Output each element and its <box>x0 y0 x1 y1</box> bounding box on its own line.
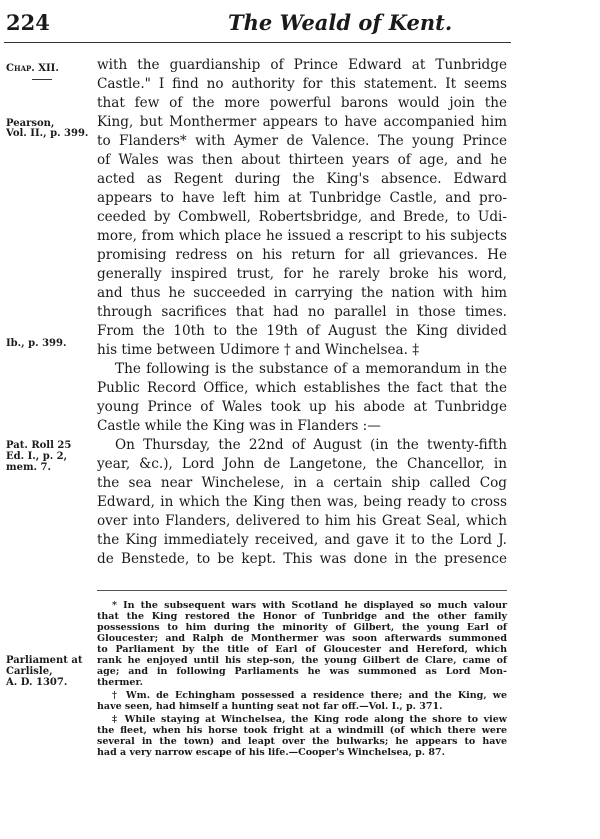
body-line: that few of the more powerful barons would join the <box>97 95 507 111</box>
footnote-line: to Parliament by the title of Earl of Gloucester and Hereford, which <box>97 644 507 655</box>
footnote-line: possessions to him during the minority of Gilbert, the young Earl of <box>97 622 507 633</box>
body-line: year, &c.), Lord John de Langetone, the Chancellor, in <box>97 456 507 472</box>
margin-note-parl-1: Parliament at <box>6 655 83 666</box>
body-line: over into Flanders, delivered to him his Great Seal, which <box>97 513 507 529</box>
footnote-line: ‡ While staying at Winchelsea, the King rode along the shore to view <box>112 714 507 725</box>
body-line: to Flanders* with Aymer de Valence. The young Prince <box>97 133 507 149</box>
body-line: de Benstede, to be kept. This was done in the presence <box>97 551 507 567</box>
running-title: The Weald of Kent. <box>228 10 453 35</box>
page-number: 224 <box>6 10 50 35</box>
body-line: Edward, in which the King then was, being ready to cross <box>97 494 507 510</box>
body-line: with the guardianship of Prince Edward at Tunbridge <box>97 57 507 73</box>
chapter-rule <box>32 79 52 80</box>
header-rule <box>4 42 511 43</box>
body-line: and thus he succeeded in carrying the nation with him <box>97 285 507 301</box>
body-line: of Wales was then about thirteen years of age, and he <box>97 152 507 168</box>
body-line: promising redress on his return for all grievances. He <box>97 247 507 263</box>
body-line: Public Record Office, which establishes the fact that the <box>97 380 507 396</box>
footnote-line: rank he enjoyed until his step-son, the young Gilbert de Clare, came of <box>97 655 507 666</box>
body-line: From the 10th to the 19th of August the King divided <box>97 323 507 339</box>
body-line: the sea near Winchelese, in a certain ship called Cog <box>97 475 507 491</box>
margin-note-pat-2: Ed. I., p. 2, <box>6 451 68 462</box>
footnote-line: age; and in following Parliaments he was summoned as Lord Mon- <box>97 666 507 677</box>
footnote-line: the fleet, when his horse took fright at a windmill (of which there were <box>97 725 507 736</box>
footnote-line: Gloucester; and Ralph de Monthermer was soon afterwards summoned <box>97 633 507 644</box>
body-line: The following is the substance of a memorandum in the <box>115 361 507 377</box>
footnote-line: had a very narrow escape of his life.—Cooper's Winchelsea, p. 87. <box>97 747 445 758</box>
body-line: acted as Regent during the King's absence. Edward <box>97 171 507 187</box>
margin-note-parl-2: Carlisle, <box>6 666 53 677</box>
body-line: ceeded by Combwell, Robertsbridge, and Brede, to Udi- <box>97 209 507 225</box>
body-line: Castle." I find no authority for this statement. It seems <box>97 76 507 92</box>
body-line: the King immediately received, and gave it to the Lord J. <box>97 532 507 548</box>
margin-note-pat-1: Pat. Roll 25 <box>6 440 72 451</box>
body-line: appears to have left him at Tunbridge Castle, and pro- <box>97 190 507 206</box>
body-line: his time between Udimore † and Winchelsea. ‡ <box>97 342 420 358</box>
body-line: more, from which place he issued a rescript to his subjects <box>97 228 507 244</box>
footnote-rule <box>97 590 507 591</box>
margin-note-ib: Ib., p. 399. <box>6 338 67 349</box>
footnote-line: thermer. <box>97 677 143 688</box>
footnote-line: that the King restored the Honor of Tunbridge and the other family <box>97 611 507 622</box>
margin-note-pearson-1: Pearson, <box>6 118 55 129</box>
body-line: Castle while the King was in Flanders :— <box>97 418 381 434</box>
footnote-line: * In the subsequent wars with Scotland he displayed so much valour <box>112 600 507 611</box>
margin-note-parl-3: A. D. 1307. <box>6 677 68 688</box>
body-line: generally inspired trust, for he rarely broke his word, <box>97 266 507 282</box>
footnote-line: several in the town) and leapt over the bulwarks; he appears to have <box>97 736 507 747</box>
body-line: through sacrifices that had no parallel in those times. <box>97 304 507 320</box>
footnote-line: † Wm. de Echingham possessed a residence there; and the King, we <box>112 690 507 701</box>
margin-note-pearson-2: Vol. II., p. 399. <box>6 128 89 139</box>
body-line: young Prince of Wales took up his abode at Tunbridge <box>97 399 507 415</box>
margin-note-pat-3: mem. 7. <box>6 462 51 473</box>
margin-note-chapter: Chap. XII. <box>6 63 59 74</box>
body-line: King, but Monthermer appears to have accompanied him <box>97 114 507 130</box>
footnote-line: have seen, had himself a hunting seat not far off.—Vol. I., p. 371. <box>97 701 443 712</box>
body-line: On Thursday, the 22nd of August (in the twenty-fifth <box>115 437 507 453</box>
